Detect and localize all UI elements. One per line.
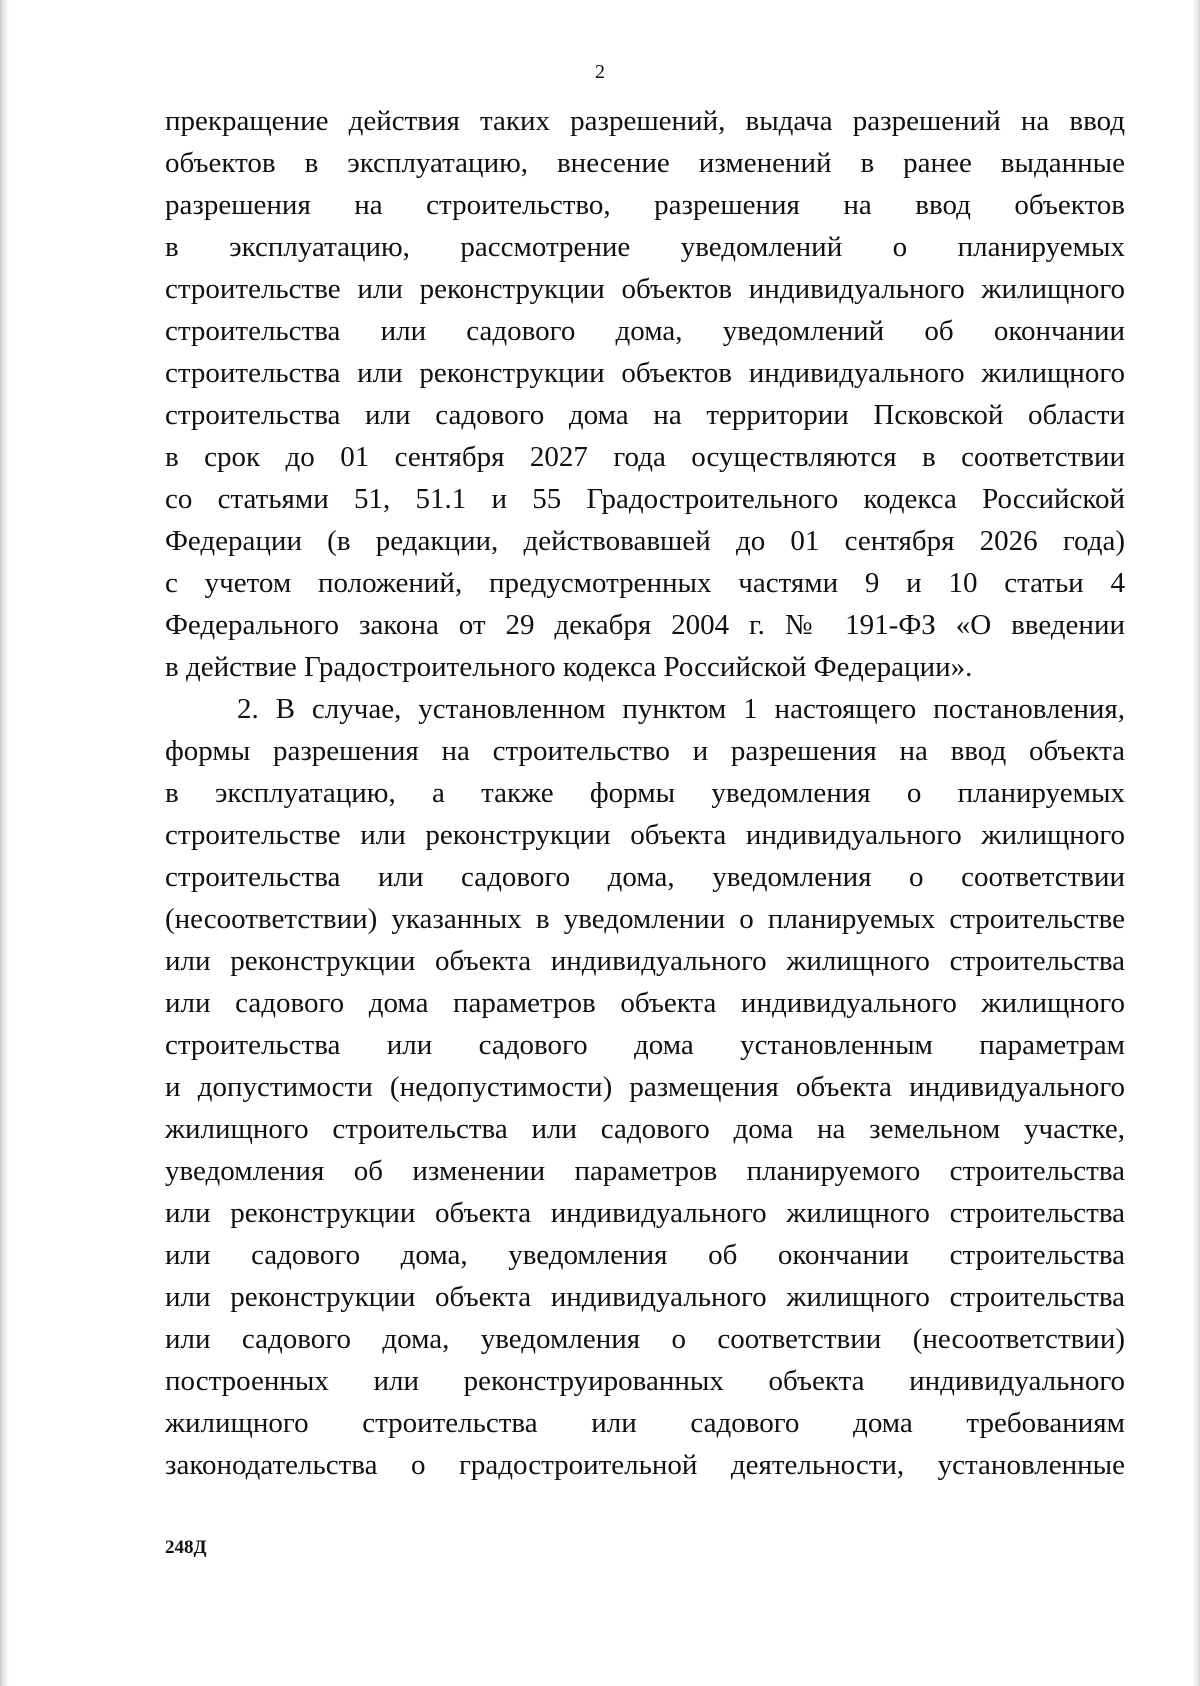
text-line: в эксплуатацию, а также формы уведомления о планируемых — [165, 777, 1125, 809]
text-line: в действие Градостроительного кодекса Российской Федерации». — [165, 651, 973, 683]
scan-edge-left — [0, 0, 9, 1686]
text-line: в срок до 01 сентября 2027 года осуществляются в соответствии — [165, 441, 1125, 473]
page-number: 2 — [595, 61, 605, 83]
text-line: Федерации (в редакции, действовавшей до 01 сентября 2026 года) — [165, 525, 1125, 557]
text-line: или реконструкции объекта индивидуального жилищного строительства — [165, 1197, 1125, 1229]
text-line: или садового дома параметров объекта индивидуального жилищного — [165, 987, 1125, 1019]
text-line: законодательства о градостроительной деятельности, установленные — [165, 1449, 1125, 1481]
text-line: строительства или садового дома, уведомлений об окончании — [165, 315, 1125, 347]
text-line: построенных или реконструированных объекта индивидуального — [165, 1365, 1125, 1397]
text-line: уведомления об изменении параметров планируемого строительства — [165, 1155, 1125, 1187]
text-line: объектов в эксплуатацию, внесение изменений в ранее выданные — [165, 147, 1125, 179]
text-line: или реконструкции объекта индивидуального жилищного строительства — [165, 1281, 1125, 1313]
text-line: формы разрешения на строительство и разрешения на ввод объекта — [165, 735, 1125, 767]
text-line: или садового дома, уведомления об окончании строительства — [165, 1239, 1125, 1271]
text-line: жилищного строительства или садового дома требованиям — [165, 1407, 1125, 1439]
text-line: со статьями 51, 51.1 и 55 Градостроительного кодекса Российской — [165, 483, 1125, 515]
document-code: 248Д — [165, 1537, 207, 1558]
text-line: строительстве или реконструкции объекта индивидуального жилищного — [165, 819, 1125, 851]
document-body — [165, 100, 1125, 1486]
text-line: в эксплуатацию, рассмотрение уведомлений о планируемых — [165, 231, 1125, 263]
text-line: строительства или садового дома, уведомления о соответствии — [165, 861, 1125, 893]
text-line: строительства или садового дома установленным параметрам — [165, 1029, 1125, 1061]
text-line: строительстве или реконструкции объектов индивидуального жилищного — [165, 273, 1125, 305]
text-line: и допустимости (недопустимости) размещения объекта индивидуального — [165, 1071, 1125, 1103]
text-line: или садового дома, уведомления о соответствии (несоответствии) — [165, 1323, 1125, 1355]
text-line: (несоответствии) указанных в уведомлении о планируемых строительстве — [165, 903, 1125, 935]
text-line: Федерального закона от 29 декабря 2004 г. № 191-ФЗ «О введении — [165, 609, 1125, 641]
text-line: разрешения на строительство, разрешения на ввод объектов — [165, 189, 1125, 221]
text-line: или реконструкции объекта индивидуального жилищного строительства — [165, 945, 1125, 977]
scan-edge-right — [1192, 0, 1200, 1686]
text-line: строительства или реконструкции объектов индивидуального жилищного — [165, 357, 1125, 389]
text-line: строительства или садового дома на территории Псковской области — [165, 399, 1125, 431]
text-line: с учетом положений, предусмотренных частями 9 и 10 статьи 4 — [165, 567, 1125, 599]
text-line: жилищного строительства или садового дома на земельном участке, — [165, 1113, 1125, 1145]
paragraph-start-line: 2. В случае, установленном пунктом 1 настоящего постановления, — [237, 693, 1125, 725]
text-line: прекращение действия таких разрешений, выдача разрешений на ввод — [165, 105, 1125, 137]
